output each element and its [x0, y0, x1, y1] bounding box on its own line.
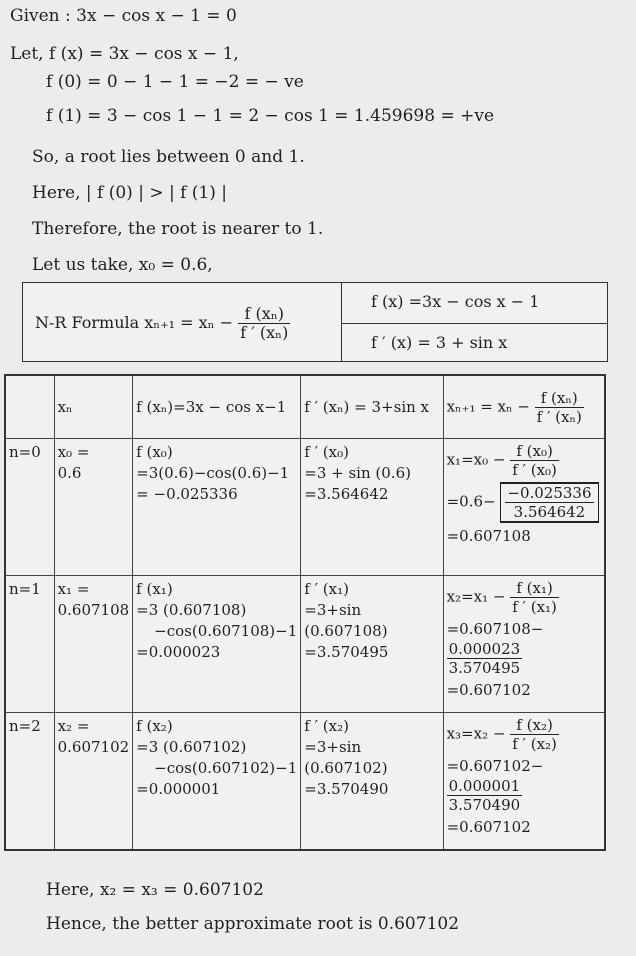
conclusion-text: Hence, the better approximate root is 0.607102: [46, 914, 460, 934]
fprime-cell: f ′ (x₁) =3+sin (0.607108) =3.570495: [301, 576, 443, 713]
iteration-index: n=2: [5, 713, 54, 851]
x-value-cell: x₂ = 0.607102: [54, 713, 133, 851]
root-interval-text: So, a root lies between 0 and 1.: [32, 147, 305, 167]
next-x-cell: x₃=x₂ − $\frac{\text{f (x₂)}}{\text{f ′ (x₂)}}$ =0.607102− $\frac{0.000001}{3.570490}$ =0.607102: [443, 713, 605, 851]
fprime-cell: f ′ (x₂) =3+sin (0.607102) =3.570490: [301, 713, 443, 851]
initial-guess-text: Let us take, x₀ = 0.6,: [32, 255, 213, 275]
x-value-cell: x₁ = 0.607108: [54, 576, 133, 713]
equal-iterates-text: Here, x₂ = x₃ = 0.607102: [46, 880, 264, 900]
header-fpxn: f ′ (xₙ) = 3+sin x: [301, 375, 443, 439]
next-x-cell: x₁=x₀ − $\frac{\text{f (x₀)}}{\text{f ′ (x₀)}}$ =0.6− $\frac{-0.025336}{3.564642}$ =0.607108: [443, 439, 605, 576]
x-value-cell: x₀ = 0.6: [54, 439, 133, 576]
iteration-index: n=0: [5, 439, 54, 576]
fx-cell: f (x₁) =3 (0.607108) −cos(0.607108)−1 =0.000023: [133, 576, 301, 713]
given-equation: Given : 3x − cos x − 1 = 0: [10, 6, 237, 26]
table-header-row: [5, 375, 605, 439]
formula-box: [22, 282, 608, 362]
nr-formula: [35, 305, 290, 342]
f1-evaluation: f (1) = 3 − cos 1 − 1 = 2 − cos 1 = 1.459698 = +ve: [46, 106, 495, 126]
header-fxn: f (xₙ)=3x − cos x−1: [133, 375, 301, 439]
fx-definition: f (x) =3x − cos x − 1: [371, 292, 540, 311]
next-x-cell: x₂=x₁ − $\frac{\text{f (x₁)}}{\text{f ′ (x₁)}}$ =0.607108− $\frac{0.000023}{3.570495}$ =0.607102: [443, 576, 605, 713]
iteration-table: [4, 374, 606, 851]
comparison-text: Here, | f (0) | > | f (1) |: [32, 183, 228, 203]
nearer-text: Therefore, the root is nearer to 1.: [32, 219, 324, 239]
fprime-cell: f ′ (x₀) =3 + sin (0.6) =3.564642: [301, 439, 443, 576]
f0-evaluation: f (0) = 0 − 1 − 1 = −2 = − ve: [46, 72, 304, 92]
header-n: [5, 375, 54, 439]
nr-formula-fraction: $\frac{\text{f (xₙ)}}{\text{f ′ (xₙ)}}$: [240, 304, 289, 342]
header-next: xₙ₊₁ = xₙ − $\frac{\text{f (xₙ)}}{\text{f ′ (xₙ)}}$: [443, 375, 605, 439]
table-row: [5, 439, 605, 576]
fx-cell: f (x₂) =3 (0.607102) −cos(0.607102)−1 =0.000001: [133, 713, 301, 851]
fx-cell: f (x₀) =3(0.6)−cos(0.6)−1 = −0.025336: [133, 439, 301, 576]
fprime-definition: f ′ (x) = 3 + sin x: [371, 333, 508, 352]
function-definition: Let, f (x) = 3x − cos x − 1,: [10, 44, 239, 64]
table-row: [5, 713, 605, 851]
table-row: [5, 576, 605, 713]
header-xn: xₙ: [54, 375, 133, 439]
iteration-index: n=1: [5, 576, 54, 713]
nr-formula-label: N-R Formula xₙ₊₁ = xₙ −: [35, 313, 234, 332]
